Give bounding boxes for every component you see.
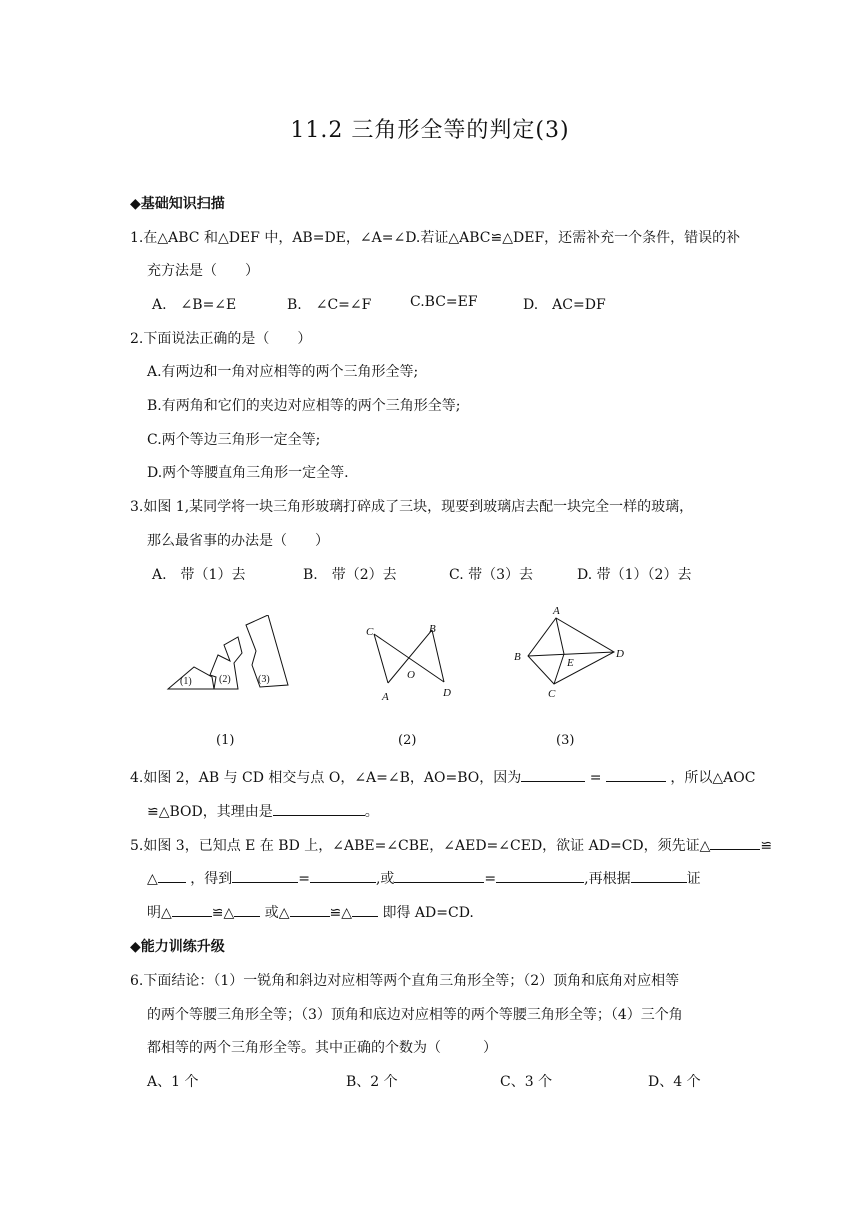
figure-3-kite xyxy=(510,600,635,700)
question-1-option-b: B. ∠C=∠F xyxy=(287,297,372,313)
section-heading-basic: ◆基础知识扫描 xyxy=(130,196,225,212)
question-5-text-or: ,或 xyxy=(375,871,395,887)
question-4-equals: = xyxy=(589,770,602,786)
question-5-blank-9[interactable] xyxy=(234,902,260,917)
question-6-option-b: B、2 个 xyxy=(346,1074,398,1090)
question-2-option-d: D.两个等腰直角三角形一定全等. xyxy=(147,465,349,481)
question-4-text-part2: ，所以△AOC xyxy=(670,770,756,786)
question-5-blank-3[interactable] xyxy=(232,868,298,883)
question-4-line1 xyxy=(130,767,755,787)
question-5-line2 xyxy=(147,868,701,888)
question-5-tri-sign: △ xyxy=(147,871,158,887)
question-4-text-part1: 4.如图 2，AB 与 CD 相交与点 O，∠A=∠B，AO=BO，因为 xyxy=(130,770,522,786)
figure-2-label-c: C xyxy=(366,626,374,638)
question-5-line1 xyxy=(130,835,772,855)
question-5-text-or-2: 或△ xyxy=(264,905,290,921)
question-6-line1: 6.下面结论：（1）一锐角和斜边对应相等两个直角三角形全等；（2）顶角和底角对应相等 xyxy=(130,973,680,989)
figure-3-caption: (3) xyxy=(556,733,575,748)
figure-1-label-2: (2) xyxy=(219,674,231,685)
figure-2-label-o: O xyxy=(407,669,415,681)
question-5-blank-8[interactable] xyxy=(172,902,212,917)
figure-2-label-d: D xyxy=(443,687,451,699)
question-2-option-c: C.两个等边三角形一定全等; xyxy=(147,432,321,448)
question-3-option-c: C. 带（3）去 xyxy=(449,567,534,583)
question-3-option-b: B. 带（2）去 xyxy=(303,567,397,583)
question-5-equals-1: = xyxy=(298,871,310,887)
question-6-option-d: D、4 个 xyxy=(648,1074,701,1090)
figure-2-label-a: A xyxy=(382,691,389,703)
figure-2-label-b: B xyxy=(429,623,436,635)
question-5-blank-5[interactable] xyxy=(394,868,484,883)
question-4-line2 xyxy=(147,801,379,821)
question-4-blank-1[interactable] xyxy=(521,767,585,782)
figure-3-label-c: C xyxy=(548,688,556,700)
question-1-option-c: C.BC=EF xyxy=(410,294,478,310)
figure-3-label-b: B xyxy=(514,651,521,663)
question-5-text-get: ，得到 xyxy=(190,871,233,887)
question-5-congruent-sign: ≌ xyxy=(760,838,773,854)
question-4-blank-2[interactable] xyxy=(606,767,666,782)
question-5-text-prove: 证 xyxy=(686,871,701,887)
question-5-blank-tri-1[interactable] xyxy=(710,835,760,850)
question-2-stem: 2.下面说法正确的是（ ） xyxy=(130,331,312,347)
question-4-line2-text: ≌△BOD，其理由是 xyxy=(147,804,273,820)
question-4-line2-end: 。 xyxy=(364,804,379,820)
question-5-line3 xyxy=(147,902,474,922)
figure-3-label-a: A xyxy=(553,605,560,617)
figure-1-label-3: (3) xyxy=(258,674,270,685)
page-title: 11.2 三角形全等的判定(3) xyxy=(290,118,570,143)
question-2-option-b: B.有两角和它们的夹边对应相等的两个三角形全等; xyxy=(147,398,461,414)
question-2-option-a: A.有两边和一角对应相等的两个三角形全等; xyxy=(147,364,419,380)
question-5-text-according: ,再根据 xyxy=(584,871,631,887)
question-1-option-d: D. AC=DF xyxy=(523,297,606,313)
figure-3-label-e: E xyxy=(567,657,574,669)
question-5-line1-text: 5.如图 3，已知点 E 在 BD 上，∠ABE=∠CBE，∠AED=∠CED，欲证 AD=CD，须先证△ xyxy=(130,838,711,854)
question-5-congruent-2: ≌△ xyxy=(329,905,353,921)
figure-1-caption: (1) xyxy=(216,733,235,748)
question-5-line3-end: 即得 AD=CD. xyxy=(382,905,474,921)
question-5-blank-11[interactable] xyxy=(352,902,378,917)
question-1-option-a: A. ∠B=∠E xyxy=(152,297,237,313)
question-3-stem-line1: 3.如图 1,某同学将一块三角形玻璃打碎成了三块，现要到玻璃店去配一块完全一样的玻璃， xyxy=(130,499,694,515)
question-3-option-d: D. 带（1）（2）去 xyxy=(577,567,692,583)
question-6-option-c: C、3 个 xyxy=(500,1074,553,1090)
figure-2-caption: (2) xyxy=(398,733,417,748)
question-5-line3-start: 明△ xyxy=(147,905,172,921)
question-6-line2: 的两个等腰三角形全等；（3）顶角和底边对应相等的两个等腰三角形全等；（4）三个角 xyxy=(147,1007,683,1023)
question-4-blank-reason[interactable] xyxy=(273,801,365,816)
question-6-option-a: A、1 个 xyxy=(147,1074,199,1090)
question-5-congruent-1: ≌△ xyxy=(211,905,235,921)
figure-3-label-d: D xyxy=(616,648,624,660)
figure-1-glass-shards xyxy=(160,615,295,695)
question-5-equals-2: = xyxy=(484,871,497,887)
question-1-stem-line1: 1.在△ABC 和△DEF 中，AB=DE，∠A=∠D.若证△ABC≌△DEF，还需补充一个条件，错误的补 xyxy=(130,230,741,246)
question-6-line3: 都相等的两个三角形全等。其中正确的个数为（ ） xyxy=(147,1040,497,1056)
figure-2-bowtie xyxy=(360,618,460,708)
question-5-blank-tri-2[interactable] xyxy=(158,868,186,883)
question-5-blank-7[interactable] xyxy=(631,868,687,883)
question-5-blank-10[interactable] xyxy=(290,902,330,917)
question-3-option-a: A. 带（1）去 xyxy=(152,567,246,583)
figure-1-label-1: (1) xyxy=(180,676,192,687)
question-3-stem-line2: 那么最省事的办法是（ ） xyxy=(147,533,329,549)
question-5-blank-4[interactable] xyxy=(310,868,376,883)
question-1-stem-line2: 充方法是（ ） xyxy=(147,263,259,279)
section-heading-advanced: ◆能力训练升级 xyxy=(130,939,225,955)
question-5-blank-6[interactable] xyxy=(496,868,584,883)
